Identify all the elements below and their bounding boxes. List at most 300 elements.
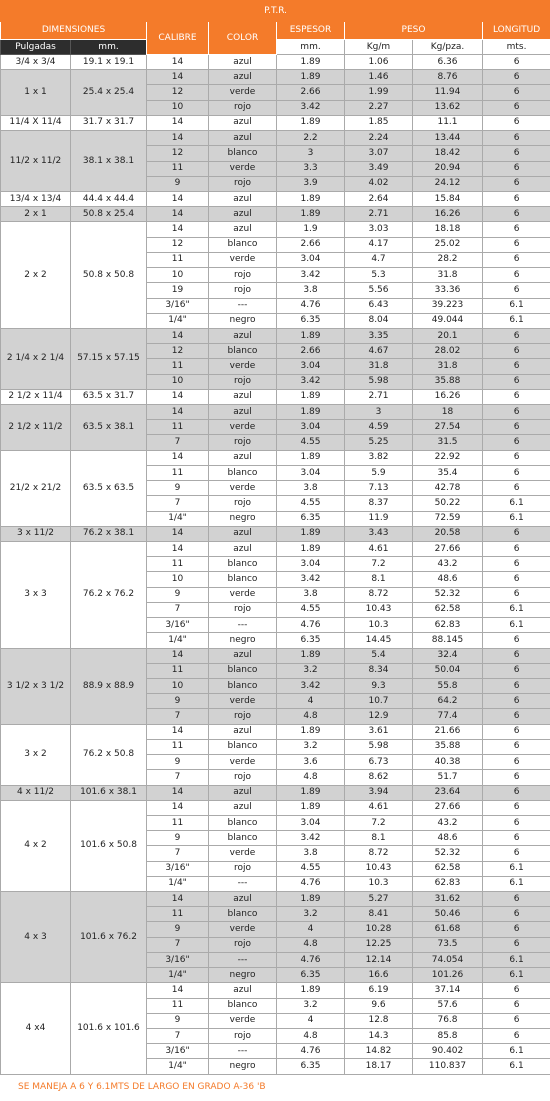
cell-peso-kgpza: 18.42 — [413, 146, 483, 161]
cell-peso-kgpza: 52.32 — [413, 587, 483, 602]
cell-calibre: 7 — [147, 1029, 209, 1044]
table-row — [1, 542, 550, 557]
cell-peso-kgm: 5.9 — [345, 465, 413, 480]
table-row — [1, 207, 550, 222]
cell-longitud: 6 — [483, 709, 550, 724]
cell-pulgadas: 2 1/4 x 2 1/4 — [1, 328, 71, 389]
cell-pulgadas: 4 x4 — [1, 983, 71, 1074]
cell-calibre: 9 — [147, 481, 209, 496]
cell-mm: 76.2 x 50.8 — [71, 724, 147, 785]
cell-peso-kgpza: 27.66 — [413, 800, 483, 815]
cell-peso-kgm: 5.98 — [345, 739, 413, 754]
cell-calibre: 11 — [147, 359, 209, 374]
cell-longitud: 6 — [483, 724, 550, 739]
cell-espesor: 1.89 — [277, 191, 345, 206]
cell-espesor: 1.89 — [277, 115, 345, 130]
cell-pulgadas: 11/2 x 11/2 — [1, 131, 71, 192]
cell-calibre: 10 — [147, 678, 209, 693]
cell-color: verde — [209, 481, 277, 496]
cell-peso-kgpza: 31.5 — [413, 435, 483, 450]
cell-espesor: 1.89 — [277, 785, 345, 800]
cell-calibre: 11 — [147, 998, 209, 1013]
cell-pulgadas: 3 x 11/2 — [1, 526, 71, 541]
cell-espesor: 4.55 — [277, 602, 345, 617]
cell-longitud: 6 — [483, 678, 550, 693]
cell-espesor: 3.3 — [277, 161, 345, 176]
cell-espesor: 6.35 — [277, 1059, 345, 1074]
cell-espesor: 1.89 — [277, 542, 345, 557]
cell-peso-kgm: 11.9 — [345, 511, 413, 526]
cell-calibre: 14 — [147, 542, 209, 557]
cell-peso-kgpza: 43.2 — [413, 557, 483, 572]
cell-longitud: 6 — [483, 222, 550, 237]
cell-color: blanco — [209, 237, 277, 252]
cell-longitud: 6 — [483, 146, 550, 161]
cell-peso-kgpza: 6.36 — [413, 55, 483, 70]
footer-note: SE MANEJA A 6 Y 6.1MTS DE LARGO EN GRADO A-36 'B — [18, 1082, 266, 1092]
cell-color: azul — [209, 800, 277, 815]
cell-color: azul — [209, 222, 277, 237]
cell-peso-kgm: 12.14 — [345, 952, 413, 967]
cell-longitud: 6 — [483, 998, 550, 1013]
cell-color: azul — [209, 70, 277, 85]
cell-calibre: 14 — [147, 450, 209, 465]
cell-longitud: 6 — [483, 907, 550, 922]
cell-peso-kgm: 6.73 — [345, 755, 413, 770]
table-row — [1, 222, 550, 237]
cell-peso-kgpza: 48.6 — [413, 572, 483, 587]
cell-peso-kgm: 3 — [345, 405, 413, 420]
cell-calibre: 10 — [147, 374, 209, 389]
cell-longitud: 6.1 — [483, 511, 550, 526]
cell-pulgadas: 21/2 x 21/2 — [1, 450, 71, 526]
cell-espesor: 2.66 — [277, 344, 345, 359]
header-peso-kgpza: Kg/pza. — [413, 40, 483, 55]
table-row — [1, 131, 550, 146]
cell-longitud: 6 — [483, 328, 550, 343]
cell-pulgadas: 2 1/2 x 11/2 — [1, 405, 71, 451]
cell-mm: 101.6 x 50.8 — [71, 800, 147, 891]
cell-mm: 38.1 x 38.1 — [71, 131, 147, 192]
cell-calibre: 12 — [147, 146, 209, 161]
cell-peso-kgpza: 25.02 — [413, 237, 483, 252]
cell-peso-kgpza: 90.402 — [413, 1044, 483, 1059]
cell-color: rojo — [209, 709, 277, 724]
cell-calibre: 11 — [147, 465, 209, 480]
cell-longitud: 6 — [483, 176, 550, 191]
header-calibre: CALIBRE — [147, 22, 209, 55]
cell-peso-kgm: 10.28 — [345, 922, 413, 937]
cell-calibre: 14 — [147, 328, 209, 343]
header-pulgadas: Pulgadas — [1, 40, 71, 55]
header-dimensiones: DIMENSIONES — [1, 22, 147, 40]
cell-longitud: 6.1 — [483, 298, 550, 313]
cell-mm: 19.1 x 19.1 — [71, 55, 147, 70]
cell-espesor: 1.89 — [277, 800, 345, 815]
table-row — [1, 648, 550, 663]
cell-calibre: 7 — [147, 435, 209, 450]
cell-calibre: 10 — [147, 268, 209, 283]
cell-espesor: 4.76 — [277, 952, 345, 967]
cell-peso-kgm: 31.8 — [345, 359, 413, 374]
cell-calibre: 11 — [147, 739, 209, 754]
cell-color: blanco — [209, 831, 277, 846]
cell-calibre: 14 — [147, 222, 209, 237]
cell-peso-kgpza: 61.68 — [413, 922, 483, 937]
cell-longitud: 6.1 — [483, 496, 550, 511]
cell-longitud: 6.1 — [483, 876, 550, 891]
cell-peso-kgm: 14.45 — [345, 633, 413, 648]
cell-longitud: 6 — [483, 633, 550, 648]
cell-espesor: 4.8 — [277, 770, 345, 785]
cell-color: azul — [209, 983, 277, 998]
cell-color: azul — [209, 55, 277, 70]
cell-peso-kgpza: 101.26 — [413, 968, 483, 983]
cell-calibre: 14 — [147, 389, 209, 404]
cell-mm: 101.6 x 76.2 — [71, 892, 147, 983]
cell-longitud: 6 — [483, 389, 550, 404]
cell-color: azul — [209, 115, 277, 130]
cell-calibre: 10 — [147, 100, 209, 115]
cell-color: rojo — [209, 770, 277, 785]
cell-peso-kgm: 4.7 — [345, 252, 413, 267]
cell-peso-kgm: 2.24 — [345, 131, 413, 146]
cell-peso-kgpza: 20.1 — [413, 328, 483, 343]
cell-color: verde — [209, 359, 277, 374]
cell-calibre: 11 — [147, 161, 209, 176]
cell-color: blanco — [209, 146, 277, 161]
cell-espesor: 1.89 — [277, 450, 345, 465]
cell-longitud: 6.1 — [483, 952, 550, 967]
cell-color: azul — [209, 405, 277, 420]
cell-peso-kgm: 3.07 — [345, 146, 413, 161]
cell-peso-kgpza: 40.38 — [413, 755, 483, 770]
cell-calibre: 7 — [147, 937, 209, 952]
cell-longitud: 6 — [483, 755, 550, 770]
header-longitud: LONGITUD — [483, 22, 550, 40]
cell-peso-kgpza: 33.36 — [413, 283, 483, 298]
cell-mm: 63.5 x 63.5 — [71, 450, 147, 526]
cell-longitud: 6.1 — [483, 1044, 550, 1059]
cell-color: rojo — [209, 176, 277, 191]
cell-longitud: 6 — [483, 922, 550, 937]
cell-espesor: 6.35 — [277, 313, 345, 328]
cell-color: blanco — [209, 572, 277, 587]
cell-espesor: 3.04 — [277, 420, 345, 435]
cell-espesor: 2.2 — [277, 131, 345, 146]
cell-mm: 101.6 x 38.1 — [71, 785, 147, 800]
cell-peso-kgpza: 43.2 — [413, 815, 483, 830]
cell-peso-kgpza: 28.02 — [413, 344, 483, 359]
cell-calibre: 7 — [147, 770, 209, 785]
cell-espesor: 1.9 — [277, 222, 345, 237]
cell-longitud: 6 — [483, 420, 550, 435]
cell-mm: 44.4 x 44.4 — [71, 191, 147, 206]
cell-espesor: 3.04 — [277, 252, 345, 267]
cell-espesor: 1.89 — [277, 892, 345, 907]
table-row — [1, 70, 550, 85]
cell-peso-kgm: 4.02 — [345, 176, 413, 191]
cell-longitud: 6 — [483, 344, 550, 359]
cell-color: negro — [209, 633, 277, 648]
cell-longitud: 6 — [483, 283, 550, 298]
cell-espesor: 4.8 — [277, 937, 345, 952]
cell-calibre: 1/4" — [147, 876, 209, 891]
cell-calibre: 11 — [147, 557, 209, 572]
cell-pulgadas: 3 1/2 x 3 1/2 — [1, 648, 71, 724]
cell-espesor: 3.2 — [277, 998, 345, 1013]
cell-calibre: 14 — [147, 131, 209, 146]
cell-color: azul — [209, 724, 277, 739]
cell-calibre: 7 — [147, 496, 209, 511]
cell-color: blanco — [209, 815, 277, 830]
cell-peso-kgpza: 18.18 — [413, 222, 483, 237]
cell-color: negro — [209, 313, 277, 328]
cell-calibre: 9 — [147, 1013, 209, 1028]
cell-mm: 57.15 x 57.15 — [71, 328, 147, 389]
cell-peso-kgpza: 62.58 — [413, 861, 483, 876]
cell-calibre: 14 — [147, 70, 209, 85]
cell-longitud: 6.1 — [483, 1059, 550, 1074]
cell-color: --- — [209, 876, 277, 891]
cell-color: azul — [209, 450, 277, 465]
cell-peso-kgm: 5.25 — [345, 435, 413, 450]
cell-color: verde — [209, 252, 277, 267]
cell-longitud: 6 — [483, 100, 550, 115]
cell-color: --- — [209, 952, 277, 967]
cell-espesor: 3.42 — [277, 572, 345, 587]
cell-peso-kgpza: 8.76 — [413, 70, 483, 85]
cell-calibre: 14 — [147, 526, 209, 541]
cell-longitud: 6 — [483, 252, 550, 267]
cell-color: verde — [209, 420, 277, 435]
cell-peso-kgpza: 27.54 — [413, 420, 483, 435]
cell-espesor: 4 — [277, 694, 345, 709]
cell-peso-kgpza: 48.6 — [413, 831, 483, 846]
cell-mm: 50.8 x 50.8 — [71, 222, 147, 329]
cell-color: verde — [209, 755, 277, 770]
cell-longitud: 6 — [483, 1029, 550, 1044]
cell-espesor: 4.55 — [277, 435, 345, 450]
cell-color: azul — [209, 131, 277, 146]
cell-color: blanco — [209, 739, 277, 754]
cell-peso-kgm: 9.3 — [345, 678, 413, 693]
cell-espesor: 6.35 — [277, 511, 345, 526]
cell-longitud: 6 — [483, 85, 550, 100]
cell-calibre: 1/4" — [147, 968, 209, 983]
cell-calibre: 1/4" — [147, 313, 209, 328]
cell-color: rojo — [209, 374, 277, 389]
cell-espesor: 3.04 — [277, 815, 345, 830]
cell-peso-kgm: 7.2 — [345, 557, 413, 572]
cell-color: blanco — [209, 344, 277, 359]
cell-color: --- — [209, 298, 277, 313]
cell-espesor: 4 — [277, 1013, 345, 1028]
cell-peso-kgpza: 28.2 — [413, 252, 483, 267]
cell-peso-kgm: 1.99 — [345, 85, 413, 100]
cell-calibre: 3/16" — [147, 298, 209, 313]
cell-calibre: 14 — [147, 983, 209, 998]
cell-peso-kgm: 8.62 — [345, 770, 413, 785]
cell-longitud: 6.1 — [483, 602, 550, 617]
cell-calibre: 10 — [147, 572, 209, 587]
cell-color: verde — [209, 922, 277, 937]
cell-mm: 63.5 x 38.1 — [71, 405, 147, 451]
cell-calibre: 11 — [147, 815, 209, 830]
table-row — [1, 892, 550, 907]
cell-peso-kgpza: 110.837 — [413, 1059, 483, 1074]
cell-espesor: 1.89 — [277, 526, 345, 541]
cell-peso-kgm: 14.3 — [345, 1029, 413, 1044]
cell-peso-kgm: 12.8 — [345, 1013, 413, 1028]
cell-calibre: 9 — [147, 831, 209, 846]
cell-calibre: 7 — [147, 602, 209, 617]
table-row — [1, 724, 550, 739]
cell-espesor: 1.89 — [277, 207, 345, 222]
cell-espesor: 3.8 — [277, 481, 345, 496]
cell-pulgadas: 11/4 X 11/4 — [1, 115, 71, 130]
cell-espesor: 1.89 — [277, 983, 345, 998]
cell-peso-kgm: 6.43 — [345, 298, 413, 313]
cell-calibre: 14 — [147, 800, 209, 815]
header-espesor: ESPESOR — [277, 22, 345, 40]
table-row — [1, 526, 550, 541]
cell-espesor: 3.2 — [277, 907, 345, 922]
cell-longitud: 6 — [483, 405, 550, 420]
cell-espesor: 3.8 — [277, 283, 345, 298]
cell-peso-kgm: 3.03 — [345, 222, 413, 237]
cell-pulgadas: 1 x 1 — [1, 70, 71, 116]
cell-color: azul — [209, 648, 277, 663]
cell-peso-kgm: 6.19 — [345, 983, 413, 998]
cell-calibre: 14 — [147, 648, 209, 663]
cell-espesor: 3 — [277, 146, 345, 161]
cell-calibre: 14 — [147, 405, 209, 420]
cell-color: verde — [209, 1013, 277, 1028]
cell-longitud: 6 — [483, 846, 550, 861]
cell-peso-kgm: 8.04 — [345, 313, 413, 328]
cell-color: rojo — [209, 100, 277, 115]
cell-peso-kgpza: 24.12 — [413, 176, 483, 191]
cell-peso-kgpza: 50.46 — [413, 907, 483, 922]
table-body — [1, 55, 550, 1075]
cell-color: rojo — [209, 861, 277, 876]
cell-peso-kgm: 8.72 — [345, 587, 413, 602]
cell-color: azul — [209, 328, 277, 343]
cell-peso-kgpza: 62.83 — [413, 876, 483, 891]
cell-mm: 76.2 x 38.1 — [71, 526, 147, 541]
cell-peso-kgpza: 20.94 — [413, 161, 483, 176]
cell-longitud: 6 — [483, 161, 550, 176]
cell-espesor: 3.6 — [277, 755, 345, 770]
cell-peso-kgpza: 39.223 — [413, 298, 483, 313]
cell-longitud: 6 — [483, 770, 550, 785]
cell-peso-kgpza: 11.1 — [413, 115, 483, 130]
cell-longitud: 6 — [483, 557, 550, 572]
cell-peso-kgpza: 22.92 — [413, 450, 483, 465]
cell-espesor: 1.89 — [277, 405, 345, 420]
cell-color: rojo — [209, 937, 277, 952]
cell-peso-kgm: 8.1 — [345, 572, 413, 587]
cell-peso-kgpza: 31.8 — [413, 268, 483, 283]
cell-peso-kgm: 3.61 — [345, 724, 413, 739]
cell-espesor: 6.35 — [277, 633, 345, 648]
table-row — [1, 405, 550, 420]
table-row — [1, 785, 550, 800]
cell-longitud: 6 — [483, 207, 550, 222]
cell-peso-kgm: 5.3 — [345, 268, 413, 283]
cell-peso-kgm: 8.37 — [345, 496, 413, 511]
cell-espesor: 4.76 — [277, 298, 345, 313]
cell-peso-kgpza: 85.8 — [413, 1029, 483, 1044]
cell-peso-kgm: 2.71 — [345, 389, 413, 404]
cell-color: negro — [209, 511, 277, 526]
cell-peso-kgm: 2.71 — [345, 207, 413, 222]
cell-calibre: 14 — [147, 207, 209, 222]
cell-calibre: 14 — [147, 724, 209, 739]
cell-color: blanco — [209, 678, 277, 693]
header-espesor-unit: mm. — [277, 40, 345, 55]
cell-longitud: 6 — [483, 481, 550, 496]
cell-espesor: 1.89 — [277, 724, 345, 739]
cell-longitud: 6 — [483, 191, 550, 206]
cell-espesor: 4.55 — [277, 496, 345, 511]
cell-pulgadas: 4 x 3 — [1, 892, 71, 983]
cell-color: blanco — [209, 557, 277, 572]
cell-longitud: 6.1 — [483, 313, 550, 328]
cell-calibre: 14 — [147, 55, 209, 70]
cell-peso-kgm: 4.67 — [345, 344, 413, 359]
cell-calibre: 9 — [147, 694, 209, 709]
table-row — [1, 983, 550, 998]
cell-longitud: 6 — [483, 450, 550, 465]
cell-pulgadas: 3 x 2 — [1, 724, 71, 785]
cell-calibre: 1/4" — [147, 511, 209, 526]
cell-peso-kgpza: 31.8 — [413, 359, 483, 374]
cell-peso-kgpza: 31.62 — [413, 892, 483, 907]
cell-calibre: 3/16" — [147, 952, 209, 967]
cell-pulgadas: 13/4 x 13/4 — [1, 191, 71, 206]
cell-longitud: 6 — [483, 131, 550, 146]
cell-pulgadas: 2 1/2 x 11/4 — [1, 389, 71, 404]
cell-pulgadas: 2 x 1 — [1, 207, 71, 222]
cell-mm: 25.4 x 25.4 — [71, 70, 147, 116]
cell-longitud: 6 — [483, 983, 550, 998]
cell-color: rojo — [209, 1029, 277, 1044]
cell-peso-kgm: 12.9 — [345, 709, 413, 724]
cell-color: azul — [209, 892, 277, 907]
cell-color: blanco — [209, 465, 277, 480]
cell-peso-kgm: 3.43 — [345, 526, 413, 541]
cell-peso-kgpza: 52.32 — [413, 846, 483, 861]
cell-peso-kgpza: 37.14 — [413, 983, 483, 998]
cell-color: rojo — [209, 602, 277, 617]
header-peso-kgm: Kg/m — [345, 40, 413, 55]
table-row — [1, 389, 550, 404]
cell-espesor: 3.42 — [277, 374, 345, 389]
cell-espesor: 3.42 — [277, 100, 345, 115]
cell-color: verde — [209, 161, 277, 176]
cell-espesor: 3.42 — [277, 831, 345, 846]
cell-color: --- — [209, 618, 277, 633]
cell-peso-kgm: 1.06 — [345, 55, 413, 70]
table-row — [1, 191, 550, 206]
cell-peso-kgm: 2.27 — [345, 100, 413, 115]
cell-espesor: 4.76 — [277, 1044, 345, 1059]
cell-peso-kgm: 3.49 — [345, 161, 413, 176]
cell-peso-kgpza: 16.26 — [413, 207, 483, 222]
cell-color: azul — [209, 191, 277, 206]
